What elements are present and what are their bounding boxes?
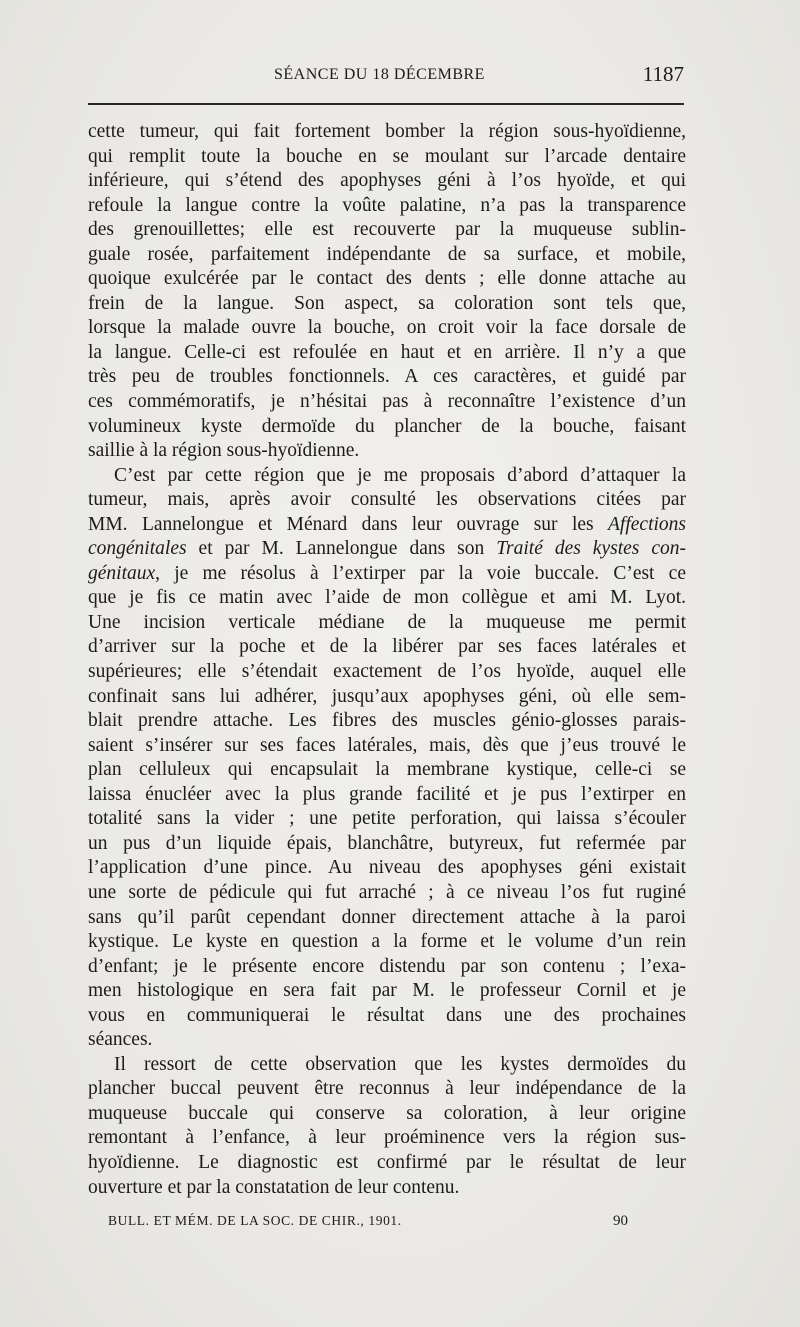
- paragraph: [88, 1053, 686, 1200]
- text-line: [88, 488, 686, 513]
- text-line: [88, 856, 686, 881]
- text-line: [88, 145, 686, 170]
- text-run: hyoïdienne. Le diagnostic est confirmé par le résultat de leur: [88, 1151, 686, 1173]
- text-line: [88, 1004, 686, 1029]
- text-line: [88, 218, 686, 243]
- text-run: blait prendre attache. Les fibres des muscles génio-glosses parais-: [88, 710, 686, 732]
- text-line: [88, 390, 686, 415]
- text-line: [88, 586, 686, 611]
- text-line: [88, 513, 686, 538]
- text-run: muqueuse buccale qui conserve sa coloration, à leur origine: [88, 1102, 686, 1124]
- text-line: [88, 562, 686, 587]
- text-line: [88, 169, 686, 194]
- text-run: quoique exulcérée par le contact des dents ; elle donne attache au: [88, 268, 686, 290]
- text-line: [88, 955, 686, 980]
- text-run: saillie à la région sous-hyoïdienne.: [88, 440, 360, 462]
- text-line: [88, 243, 686, 268]
- text-line: [88, 660, 686, 685]
- text-line: [88, 1151, 686, 1176]
- text-run: Une incision verticale médiane de la muqueuse me permit: [88, 611, 686, 633]
- text-line: [88, 685, 686, 710]
- text-line: [88, 1176, 686, 1201]
- text-run: ces commémoratifs, je n’hésitai pas à reconnaître l’existence d’un: [88, 391, 686, 413]
- text-line: [88, 758, 686, 783]
- text-run: saient s’insérer sur ses faces latérales, mais, dès que j’eus trouvé le: [88, 734, 686, 756]
- text-line: [88, 1126, 686, 1151]
- text-line: [88, 930, 686, 955]
- text-run: plan celluleux qui encapsulait la membrane kystique, celle-ci se: [88, 759, 686, 781]
- text-run: vous en communiquerai le résultat dans une des prochaines: [88, 1004, 686, 1026]
- paragraph: [88, 464, 686, 1053]
- text-line: [88, 194, 686, 219]
- text-line: [88, 635, 686, 660]
- text-run: volumineux kyste dermoïde du plancher de la bouche, faisant: [88, 415, 686, 437]
- page-footer: [108, 1213, 628, 1235]
- italic-title: congénitales: [88, 538, 187, 560]
- text-line: [88, 734, 686, 759]
- text-run: séances.: [88, 1029, 153, 1051]
- text-run: un pus d’un liquide épais, blanchâtre, butyreux, fut refermée par: [88, 832, 686, 854]
- text-line: [88, 979, 686, 1004]
- text-run: lorsque la malade ouvre la bouche, on croit voir la face dorsale de: [88, 317, 686, 339]
- text-line: [88, 881, 686, 906]
- article-body: [88, 120, 686, 1200]
- text-run: ouverture et par la constatation de leur contenu.: [88, 1176, 460, 1198]
- text-run: l’application d’une pince. Au niveau des apophyses géni existait: [88, 857, 686, 879]
- text-run: totalité sans la vider ; une petite perforation, qui laissa s’écouler: [88, 808, 686, 830]
- text-line: [88, 1028, 686, 1053]
- text-line: [88, 1077, 686, 1102]
- text-run: supérieures; elle s’étendait exactement de l’os hyoïde, auquel elle: [88, 661, 686, 683]
- text-line: [88, 906, 686, 931]
- text-run: MM. Lannelongue et Ménard dans leur ouvrage sur les: [88, 513, 609, 535]
- text-line: [88, 537, 686, 562]
- text-line: [88, 292, 686, 317]
- text-run: et par M. Lannelongue dans son: [186, 538, 497, 560]
- text-run: kystique. Le kyste en question a la forme et le volume d’un rein: [88, 931, 686, 953]
- text-run: C’est par cette région que je me proposais d’abord d’attaquer la: [114, 464, 686, 486]
- text-run: sans qu’il parût cependant donner directement attache à la paroi: [88, 906, 686, 928]
- text-run: que je fis ce matin avec l’aide de mon collègue et ami M. Lyot.: [88, 587, 686, 609]
- text-line: [88, 341, 686, 366]
- text-run: remontant à l’enfance, à leur proéminence vers la région sus-: [88, 1127, 686, 1149]
- text-run: men histologique en sera fait par M. le professeur Cornil et je: [88, 980, 686, 1002]
- text-line: [88, 832, 686, 857]
- text-line: [88, 316, 686, 341]
- page-number: 1187: [642, 62, 684, 86]
- paragraph: [88, 120, 686, 464]
- text-line: [88, 807, 686, 832]
- text-run: très peu de troubles fonctionnels. A ces caractères, et guidé par: [88, 366, 686, 388]
- text-line: [88, 415, 686, 440]
- italic-title: Traité des kystes con-: [496, 538, 686, 560]
- text-run: refoule la langue contre la voûte palatine, n’a pas la transparence: [88, 194, 686, 216]
- text-run: Il ressort de cette observation que les kystes dermoïdes du: [114, 1053, 686, 1075]
- text-line: [88, 1102, 686, 1127]
- text-run: une sorte de pédicule qui fut arraché ; à ce niveau l’os fut ruginé: [88, 881, 686, 903]
- text-line: [88, 464, 686, 489]
- text-run: d’arriver sur la poche et de la libérer par ses faces latérales et: [88, 636, 686, 658]
- text-line: [88, 1053, 686, 1078]
- page-header: [88, 62, 684, 92]
- sheet-number: 90: [613, 1213, 628, 1229]
- text-line: [88, 365, 686, 390]
- text-line: [88, 120, 686, 145]
- text-run: confinait sans lui adhérer, jusqu’aux apophyses géni, où elle sem-: [88, 685, 686, 707]
- text-run: inférieure, qui s’étend des apophyses géni à l’os hyoïde, et qui: [88, 170, 686, 192]
- text-line: [88, 709, 686, 734]
- text-run: des grenouillettes; elle est recouverte par la muqueuse sublin-: [88, 219, 686, 241]
- header-rule: [88, 103, 684, 105]
- text-run: laissa énucléer avec la plus grande facilité et je pus l’extirper en: [88, 783, 686, 805]
- text-run: cette tumeur, qui fait fortement bomber la région sous-hyoïdienne,: [88, 121, 686, 142]
- italic-title: génitaux: [88, 562, 156, 584]
- text-run: plancher buccal peuvent être reconnus à leur indépendance de la: [88, 1078, 686, 1100]
- text-run: qui remplit toute la bouche en se moulant sur l’arcade dentaire: [88, 145, 686, 167]
- text-line: [88, 439, 686, 464]
- running-title: SÉANCE DU 18 DÉCEMBRE: [274, 66, 485, 83]
- text-line: [88, 267, 686, 292]
- text-run: guale rosée, parfaitement indépendante de sa surface, et mobile,: [88, 243, 686, 265]
- text-run: frein de la langue. Son aspect, sa coloration sont tels que,: [88, 292, 686, 314]
- text-run: la langue. Celle-ci est refoulée en haut et en arrière. Il n’y a que: [88, 341, 686, 363]
- text-line: [88, 611, 686, 636]
- text-line: [88, 783, 686, 808]
- text-run: d’enfant; je le présente encore distendu par son contenu ; l’exa-: [88, 955, 686, 977]
- text-run: tumeur, mais, après avoir consulté les observations citées par: [88, 489, 686, 511]
- text-run: , je me résolus à l’extirper par la voie buccale. C’est ce: [155, 562, 686, 584]
- journal-signature: BULL. ET MÉM. DE LA SOC. DE CHIR., 1901.: [108, 1213, 402, 1228]
- italic-title: Affections: [608, 513, 686, 535]
